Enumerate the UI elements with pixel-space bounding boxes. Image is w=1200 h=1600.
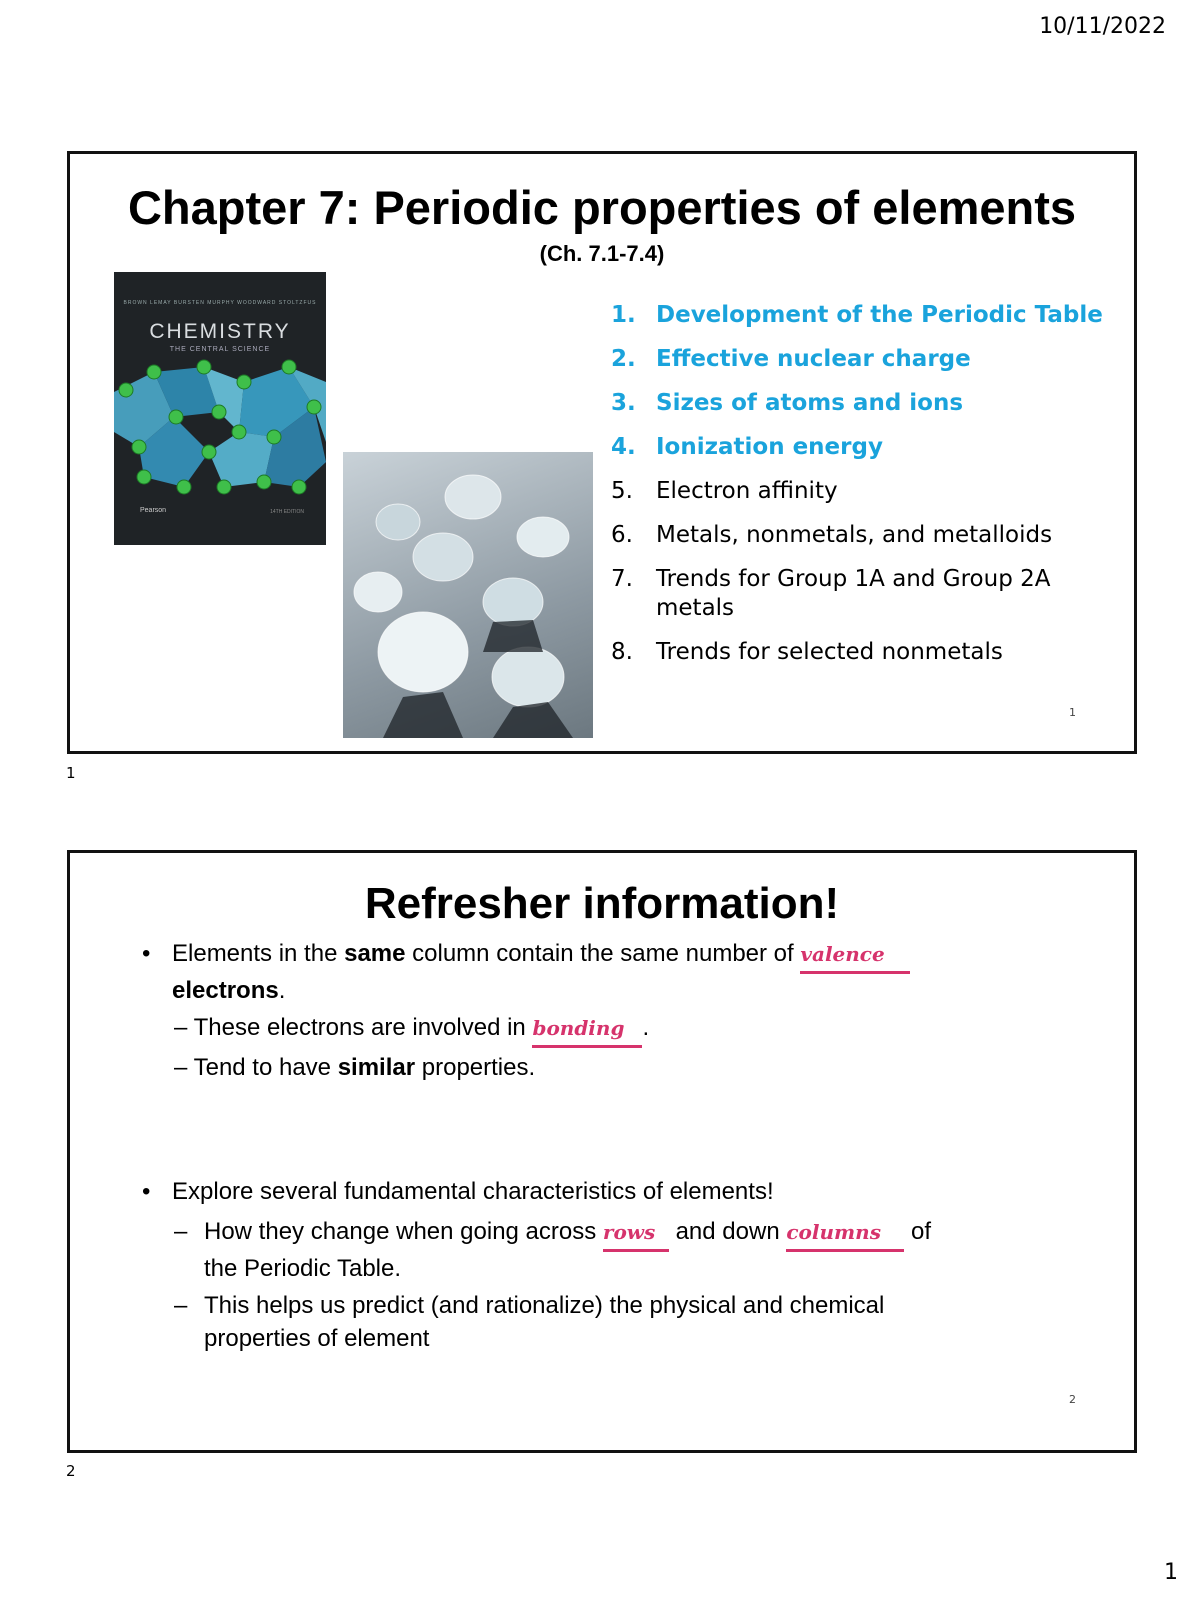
cover-edition: 14TH EDITION: [270, 509, 304, 515]
sub-bullet-rows-columns: – How they change when going across rows and down columns of the Periodic Table.: [174, 1215, 1104, 1285]
slide-number: 2: [1069, 1393, 1076, 1406]
slide-2-caption-number: 2: [66, 1462, 76, 1480]
list-item: 1. Development of the Periodic Table: [611, 302, 1103, 328]
cover-authors: BROWN LEMAY BURSTEN MURPHY WOODWARD STOLTZFUS: [123, 300, 317, 306]
slide-1: [67, 151, 1137, 754]
handwritten-answer-valence: valence: [800, 937, 910, 974]
list-item: 5. Electron affinity: [611, 478, 838, 504]
list-item: 6. Metals, nonmetals, and metalloids: [611, 522, 1053, 548]
slide-1-caption-number: 1: [66, 764, 76, 782]
handwritten-answer-columns: columns: [786, 1215, 904, 1252]
page-date: 10/11/2022: [1039, 14, 1166, 39]
publisher-logo: Pearson: [140, 507, 167, 514]
chapter-topics-list: [611, 301, 1131, 682]
slide-1-subtitle: (Ch. 7.1-7.4): [539, 241, 665, 266]
list-item: 3. Sizes of atoms and ions: [611, 390, 964, 416]
crystal-structure-illustration: [114, 272, 326, 545]
slide-2: [67, 850, 1137, 1453]
slide-2-title: Refresher information!: [364, 879, 840, 928]
sub-bullet-similar: – Tend to have similar properties.: [174, 1054, 536, 1081]
sub-bullet-predict: – This helps us predict (and rationalize) the physical and chemical properties of element: [174, 1292, 885, 1352]
bullet-explore: • Explore several fundamental characteristics of elements!: [142, 1178, 774, 1205]
handwritten-answer-bonding: bonding: [532, 1011, 642, 1048]
handwritten-answer-rows: rows: [603, 1215, 669, 1252]
textbook-cover-image: [114, 272, 326, 545]
cover-title: CHEMISTRY: [149, 320, 291, 343]
sub-bullet-bonding: – These electrons are involved in bonding .: [174, 1011, 1074, 1048]
slide-1-title: Chapter 7: Periodic properties of elements: [127, 181, 1077, 234]
diamonds-photo: [343, 452, 593, 738]
list-item: 8. Trends for selected nonmetals: [611, 639, 1003, 665]
bullet-same-column: • Elements in the same column contain the same number of valence electrons.: [142, 937, 1102, 1007]
page-number: 1: [1164, 1560, 1178, 1585]
list-item: 2. Effective nuclear charge: [611, 346, 971, 372]
cover-subtitle: THE CENTRAL SCIENCE: [169, 346, 271, 353]
diamonds-illustration: [343, 452, 593, 738]
list-item: 4. Ionization energy: [611, 434, 883, 460]
slide-number: 1: [1069, 706, 1076, 719]
list-item: 7. Trends for Group 1A and Group 2A metals: [611, 566, 1051, 621]
